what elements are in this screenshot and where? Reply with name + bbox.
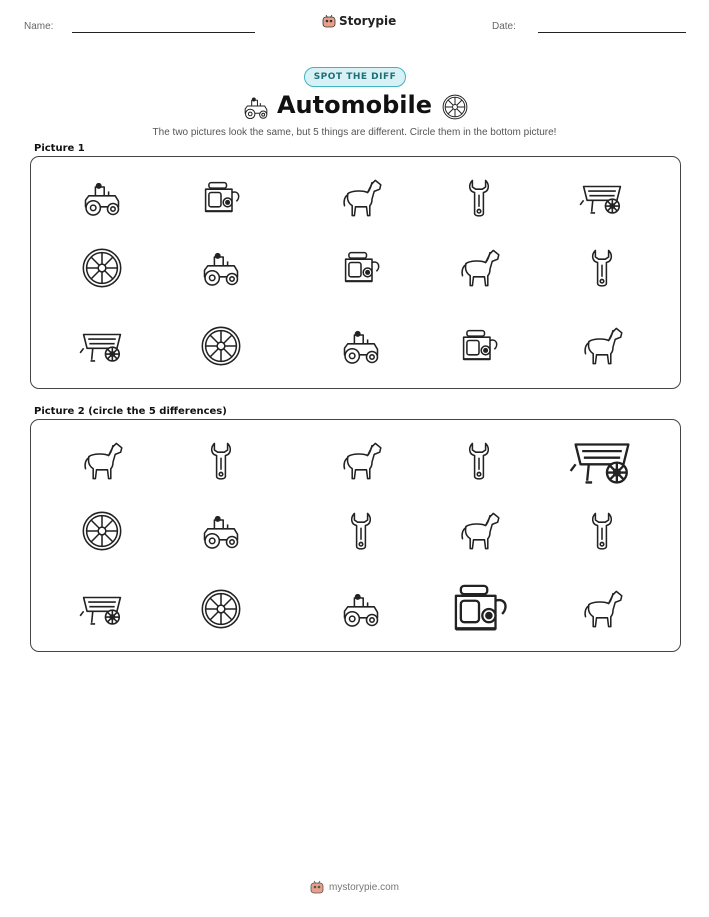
date-line[interactable] [538, 32, 686, 33]
wrench-icon[interactable] [326, 501, 396, 561]
wheel-icon[interactable] [67, 238, 137, 298]
horse-icon[interactable] [567, 579, 637, 639]
tractor-icon[interactable] [326, 579, 396, 639]
horse-icon[interactable] [567, 316, 637, 376]
cart-icon[interactable] [567, 168, 637, 228]
wrench-icon[interactable] [567, 238, 637, 298]
wrench-icon[interactable] [567, 501, 637, 561]
engine-icon[interactable] [186, 168, 256, 228]
footer-url[interactable]: mystorypie.com [328, 881, 399, 893]
wheel-icon[interactable] [186, 316, 256, 376]
picture-2-label: Picture 2 (circle the 5 differences) [34, 406, 227, 417]
wrench-icon[interactable] [444, 168, 514, 228]
spot-the-diff-badge: SPOT THE DIFF [304, 67, 406, 87]
horse-icon[interactable] [326, 168, 396, 228]
brand [322, 14, 396, 28]
wrench-icon[interactable] [186, 431, 256, 491]
wheel-icon[interactable] [67, 501, 137, 561]
horse-icon[interactable] [444, 238, 514, 298]
wheel-icon[interactable] [186, 579, 256, 639]
engine-icon[interactable] [444, 579, 514, 639]
page-title: Automobile [276, 91, 433, 119]
wrench-icon[interactable] [444, 431, 514, 491]
instructions: The two pictures look the same, but 5 things are different. Circle them in the bottom picture! [152, 127, 557, 138]
brand-name: Storypie [339, 14, 397, 28]
horse-icon[interactable] [444, 501, 514, 561]
horse-icon[interactable] [67, 431, 137, 491]
cart-icon[interactable] [67, 316, 137, 376]
engine-icon[interactable] [444, 316, 514, 376]
tractor-icon[interactable] [67, 168, 137, 228]
picture-1-label: Picture 1 [34, 143, 85, 154]
cart-icon[interactable] [67, 579, 137, 639]
tractor-icon[interactable] [186, 238, 256, 298]
name-line[interactable] [72, 32, 255, 33]
cart-icon[interactable] [567, 431, 637, 491]
tractor-icon[interactable] [186, 501, 256, 561]
title-wheel-icon [441, 93, 469, 125]
engine-icon[interactable] [326, 238, 396, 298]
storypie-logo-icon [322, 14, 336, 28]
footer [0, 880, 709, 894]
storypie-footer-logo-icon [310, 880, 324, 894]
horse-icon[interactable] [326, 431, 396, 491]
tractor-icon[interactable] [326, 316, 396, 376]
date-label: Date: [492, 21, 516, 32]
name-label: Name: [24, 21, 54, 32]
